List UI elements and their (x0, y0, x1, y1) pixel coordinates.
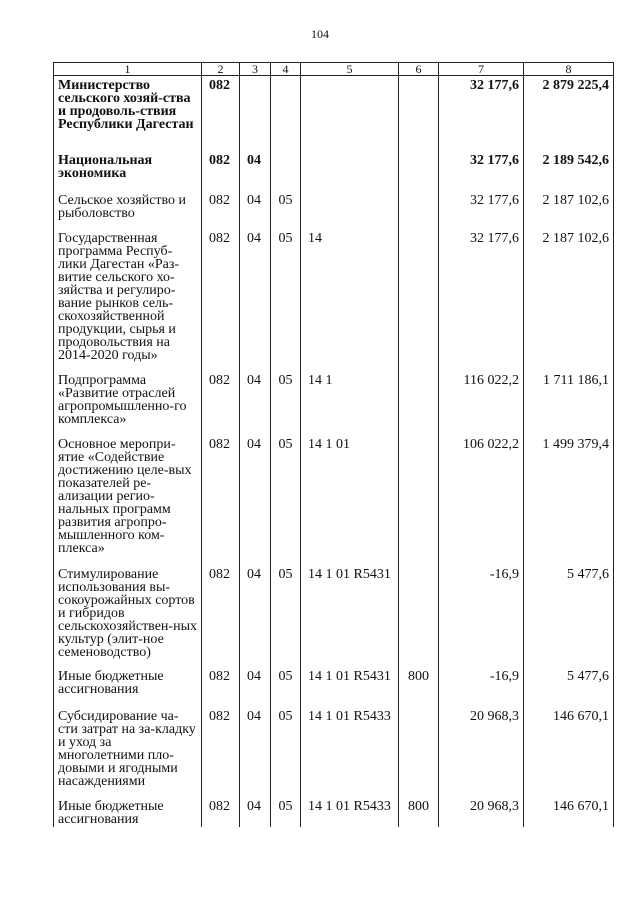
ministry-code: 082 (202, 151, 240, 191)
subsection-code: 05 (271, 707, 301, 797)
subsection-code: 05 (271, 371, 301, 435)
column-header: 1 (54, 63, 202, 76)
table-row (54, 151, 614, 191)
amount-total: 146 670,1 (524, 797, 614, 827)
ministry-code: 082 (202, 229, 240, 371)
table-row (54, 229, 614, 371)
table-row (54, 707, 614, 797)
amount-change: -16,9 (439, 565, 524, 667)
target-article-code (301, 76, 399, 151)
expense-type-code: 800 (399, 667, 439, 707)
subsection-code (271, 76, 301, 151)
table-row (54, 797, 614, 827)
ministry-code: 082 (202, 435, 240, 565)
section-code: 04 (240, 707, 271, 797)
item-name: Подпрограмма «Развитие отраслей агропромышленно-го комплекса» (54, 371, 202, 435)
expense-type-code (399, 76, 439, 151)
section-code: 04 (240, 565, 271, 667)
amount-change: 20 968,3 (439, 797, 524, 827)
amount-total: 2 189 542,6 (524, 151, 614, 191)
expense-type-code (399, 435, 439, 565)
ministry-code: 082 (202, 565, 240, 667)
amount-change: 32 177,6 (439, 191, 524, 229)
expense-type-code (399, 151, 439, 191)
column-header: 6 (399, 63, 439, 76)
column-header: 7 (439, 63, 524, 76)
page-number: 104 (311, 27, 329, 41)
subsection-code: 05 (271, 229, 301, 371)
amount-total: 2 187 102,6 (524, 229, 614, 371)
amount-total: 2 187 102,6 (524, 191, 614, 229)
section-code: 04 (240, 667, 271, 707)
amount-total: 1 711 186,1 (524, 371, 614, 435)
amount-total: 5 477,6 (524, 667, 614, 707)
target-article-code: 14 1 (301, 371, 399, 435)
amount-change: 116 022,2 (439, 371, 524, 435)
table-row (54, 371, 614, 435)
item-name: Министерство сельского хозяй-ства и продоволь-ствия Республики Дагестан (54, 76, 202, 151)
target-article-code (301, 151, 399, 191)
target-article-code: 14 1 01 R5431 (301, 667, 399, 707)
amount-change: 32 177,6 (439, 76, 524, 151)
target-article-code: 14 1 01 R5433 (301, 797, 399, 827)
expense-type-code (399, 191, 439, 229)
section-code: 04 (240, 371, 271, 435)
subsection-code: 05 (271, 191, 301, 229)
ministry-code: 082 (202, 797, 240, 827)
ministry-code: 082 (202, 191, 240, 229)
item-name: Субсидирование ча-сти затрат на за-кладку и уход за многолетними пло-довыми и ягодными насаждениями (54, 707, 202, 797)
expense-type-code (399, 565, 439, 667)
section-code: 04 (240, 797, 271, 827)
column-header: 3 (240, 63, 271, 76)
amount-total: 1 499 379,4 (524, 435, 614, 565)
table-row (54, 667, 614, 707)
column-header: 8 (524, 63, 614, 76)
section-code: 04 (240, 151, 271, 191)
amount-change: -16,9 (439, 667, 524, 707)
target-article-code: 14 1 01 (301, 435, 399, 565)
expense-type-code (399, 371, 439, 435)
ministry-code: 082 (202, 76, 240, 151)
expense-type-code (399, 229, 439, 371)
table-row (54, 435, 614, 565)
amount-total: 5 477,6 (524, 565, 614, 667)
target-article-code (301, 191, 399, 229)
amount-change: 106 022,2 (439, 435, 524, 565)
section-code: 04 (240, 229, 271, 371)
item-name: Сельское хозяйство и рыболовство (54, 191, 202, 229)
target-article-code: 14 1 01 R5433 (301, 707, 399, 797)
expense-type-code: 800 (399, 797, 439, 827)
ministry-code: 082 (202, 371, 240, 435)
amount-change: 32 177,6 (439, 229, 524, 371)
target-article-code: 14 1 01 R5431 (301, 565, 399, 667)
target-article-code: 14 (301, 229, 399, 371)
subsection-code: 05 (271, 797, 301, 827)
budget-table (53, 62, 614, 827)
table-header-row (54, 63, 614, 76)
item-name: Иные бюджетные ассигнования (54, 797, 202, 827)
item-name: Национальная экономика (54, 151, 202, 191)
section-code (240, 76, 271, 151)
table-row (54, 191, 614, 229)
column-header: 5 (301, 63, 399, 76)
ministry-code: 082 (202, 707, 240, 797)
item-name: Иные бюджетные ассигнования (54, 667, 202, 707)
item-name: Государственная программа Респуб-лики Дагестан «Раз-витие сельского хо-зяйства и регулиро-вание рынков сель-скохозяйственной продукции, сырья и продовольствия на 2014-2020 годы» (54, 229, 202, 371)
subsection-code: 05 (271, 565, 301, 667)
item-name: Стимулирование использования вы-сокоурожайных сортов и гибридов сельскохозяйствен-ных культур (элит-ное семеноводство) (54, 565, 202, 667)
ministry-code: 082 (202, 667, 240, 707)
item-name: Основное меропри-ятие «Содействие достижению целе-вых показателей ре-ализации регио-нальных программ развития агропро-мышленного ком-плекса» (54, 435, 202, 565)
amount-total: 146 670,1 (524, 707, 614, 797)
column-header: 4 (271, 63, 301, 76)
column-header: 2 (202, 63, 240, 76)
table-row (54, 76, 614, 151)
expense-type-code (399, 707, 439, 797)
section-code: 04 (240, 191, 271, 229)
section-code: 04 (240, 435, 271, 565)
subsection-code (271, 151, 301, 191)
amount-total: 2 879 225,4 (524, 76, 614, 151)
amount-change: 20 968,3 (439, 707, 524, 797)
table-row (54, 565, 614, 667)
subsection-code: 05 (271, 435, 301, 565)
amount-change: 32 177,6 (439, 151, 524, 191)
subsection-code: 05 (271, 667, 301, 707)
table-body (54, 76, 614, 827)
